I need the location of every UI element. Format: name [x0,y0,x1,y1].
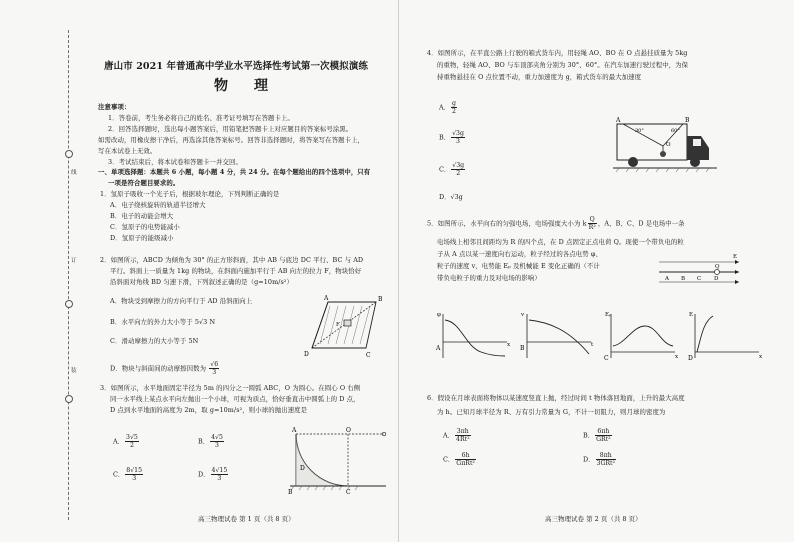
notice-2-cont: 如需改动，用橡皮擦干净后，再选涂其他答案标号。回答非选择题时，将答案写在答题卡上， [98,136,365,144]
charge-q [715,270,720,275]
weight [660,151,666,157]
option-fraction [595,428,612,443]
label-q: Q [715,264,720,270]
q5-stem [427,216,685,231]
curve [697,316,713,352]
q6-option-c [443,452,477,467]
q1-option-b: B．电子的动能会增大 [110,212,174,220]
fraction-denominator: 2 [456,170,461,177]
label-a: A [665,276,669,282]
q4-option-c [439,162,466,177]
fraction-numerator: 3√5 [126,434,138,441]
q4-option-b [439,130,466,145]
curve [529,320,589,354]
q2-option-d [110,361,220,376]
fraction-denominator: 4Rt² [456,436,470,443]
q4-option-a [439,100,458,115]
q6-stem: 6．假设在月球表面将物体以某速度竖直上抛，经过时间 t 物体落回地面，上升的最大高度 [427,394,685,402]
q6-stem-cont: 为 h。已知月球半径为 R、万有引力常量为 G，不计一切阻力，则月球的密度为 [437,408,666,416]
section-heading: 一、单项选择题：本题共 6 小题，每小题 4 分，共 24 分。在每个题给出的四个选项中，只有 [98,168,371,176]
fraction-numerator: 8πh [596,452,617,460]
option-label: A． [113,437,125,446]
q3-stem: 3．如图所示，水平地面固定半径为 5m 的四分之一圆弧 ABC，O 为圆心。在圆心 O 右侧 [100,384,361,392]
arrow [735,280,739,284]
subject-title: 物 理 [214,78,274,94]
q3-option-d [198,467,229,482]
block [344,320,351,326]
label-o: O [666,142,671,148]
option-fraction [451,100,457,115]
q2-stem: 2．如图所示，ABCD 为倾角为 30° 的正方形斜面，其中 AB 与底边 DC 平行、BC 与 AD [100,256,364,264]
graph-option: D [688,355,693,362]
q4-stem: 4．如图所示，在平直公路上行驶的箱式货车内，用轻绳 AO、BO 在 O 点悬挂质量为 5kg [427,49,688,57]
q3-arc-figure [286,424,390,494]
notice-2: 2．回答选择题时，选出每小题答案后，用铅笔把答题卡上对应题目的答案标号涂黑。 [108,125,353,133]
field-fraction [588,216,597,231]
x-label: t [591,342,594,348]
label-b: B [681,276,686,282]
fraction-numerator: 3πh [456,428,469,435]
fraction-numerator: √6 [210,361,219,368]
fraction-numerator: 8√15 [126,467,143,474]
label-d: D [304,351,309,358]
option-label: B． [198,437,210,446]
label-c: C [346,489,351,496]
option-label: D． [439,193,451,201]
binding-line [68,30,69,520]
label-c: C [366,352,371,359]
q5-stem-cont: 电场线上相邻且间距均为 R 的四个点，在 D 点固定正点电荷 Q。现使一个带负电的粒 [437,238,684,246]
cab-window [693,139,701,146]
fraction-denominator: 3GRt² [596,460,616,467]
fraction-numerator: 6h [455,452,476,460]
x-label: x [675,354,679,360]
q3-option-c [113,467,144,482]
option-fraction [455,452,476,467]
q6-option-d [583,452,617,467]
fraction-denominator: 3 [217,475,222,482]
q4-stem-cont: 持重物悬挂在 O 点位置不动，重力加速度为 g，箱式货车的最大加速度 [437,73,642,81]
curve [613,326,673,346]
page-footer: 高三物理试卷 第 1 页（共 8 页） [198,515,295,523]
option-fraction [125,467,143,482]
q2-option-b: B．水平向左的外力大小等于 5√3 N [110,318,216,326]
label-angle-30: 30° [635,128,644,134]
binding-label-bind: 装 [71,368,77,374]
binding-hole [65,300,73,308]
incline-edge [312,302,328,348]
q5-stem-cont: 粒子的速度 v、电势能 Eₚ 及机械能 E 变化正确的（不计 [437,262,600,270]
page-footer: 高三物理试卷 第 2 页（共 8 页） [545,515,642,523]
option-fraction [455,428,471,443]
graph-option: C [604,355,609,362]
label-o: O [346,427,351,434]
q2-option-a: A．物块受到摩擦力的方向平行于 AD 沿斜面向上 [110,297,253,305]
fraction-numerator: g [452,100,456,107]
q2-option-c: C．滑动摩擦力的大小等于 5N [110,337,199,345]
curve [445,320,505,356]
option-fraction [596,452,617,467]
q6-option-a [443,428,472,443]
notice-1: 1．答卷前，考生务必将自己的姓名、准考证号填写在答题卡上。 [108,114,294,122]
option-label: A． [439,103,451,112]
option-label: C． [439,165,451,174]
fraction-denominator: 2 [452,108,456,115]
y-label: Eₚ [605,312,612,318]
front-wheel [690,157,700,167]
label-a: A [292,427,297,434]
label-c: C [697,276,702,282]
option-label: B． [439,133,451,142]
binding-hole [65,395,73,403]
y-label: E [689,312,694,318]
q1-option-d: D．氢原子的能级减小 [110,234,174,242]
label-b: B [685,117,690,124]
q3-stem-cont: 同一水平线上某点水平向左抛出一个小球，可视为质点，恰好垂直击中圆弧上的 D 点， [110,395,360,403]
fraction-denominator: R² [588,224,596,231]
q3-option-a [113,434,140,449]
fraction-denominator: 2 [129,442,134,449]
q3-option-b [198,434,225,449]
q5-graph-b [519,312,599,364]
section-heading-cont: 一项是符合题目要求的。 [108,179,180,187]
fraction-numerator: 6πh [595,428,612,436]
q5-graph-c [603,312,683,364]
fraction-denominator: 3 [132,475,137,482]
option-fraction [451,130,465,145]
fraction-numerator: Q [588,216,597,224]
option-fraction [210,434,224,449]
option-label: D． [583,455,595,464]
q2-option-d-text: D．物块与斜面间的动摩擦因数为 [110,364,207,373]
option-label: B． [583,431,595,440]
q5-graph-d [687,312,767,364]
option-label: C． [443,455,455,464]
option-label: C． [113,470,125,479]
label-e: E [733,254,738,260]
option-label: A． [443,431,455,440]
option-fraction [451,162,465,177]
q4-option-d [439,192,463,201]
q2-stem-cont: 沿斜面对角线 BD 匀速下滑，下列叙述正确的是（g=10m/s²） [110,278,294,286]
q3-stem-cont: D 点到水平地面的高度为 2m，取 g=10m/s²，则小球的抛出速度是 [110,406,308,414]
fraction-denominator: 3 [456,138,460,145]
arc-fill [296,434,348,486]
option-label: D． [198,470,210,479]
binding-label-order: 订 [71,258,77,264]
notice-2-cont: 写在本试卷上无效。 [98,147,157,155]
y-label: φ [437,312,441,318]
x-label: x [759,354,763,360]
q5-stem-text: ，A、B、C、D 是电场中一条 [597,219,685,228]
option-value: √3g [450,193,463,201]
x-label: x [507,342,511,348]
exam-title: 唐山市 2021 年普通高中学业水平选择性考试第一次模拟演练 [104,61,369,72]
y-label: v [521,312,525,318]
q2-stem-cont: 平行。斜面上一质量为 1kg 的物块，在斜面内施加平行于 AB 向左的拉力 F，物块恰好 [110,267,362,275]
fraction-denominator: 3 [215,442,219,449]
fraction-numerator: 4√5 [211,434,223,441]
label-a: A [616,117,621,124]
q5-stem-cont: 子从 A 点以某一速度向右运动，粒子经过的各点电势 φ、 [437,250,602,258]
fraction-denominator: 3 [212,369,217,376]
q1-option-a: A．电子绕核旋转的轨道半径增大 [110,201,206,209]
exam-page-2 [398,0,794,542]
label-angle-60: 60° [671,128,680,134]
q6-option-b [583,428,613,443]
label-f: F [336,322,340,328]
q1-stem: 1．氢原子吸收一个光子后，根据玻尔理论，下列判断正确的是 [100,190,280,198]
notice-heading: 注意事项： [98,103,131,111]
q4-truck-figure [613,117,717,182]
fraction-numerator: 4√15 [211,467,228,474]
graph-option: B [520,345,525,352]
q5-graph-a [435,312,515,364]
option-fraction [125,434,139,449]
arrow [735,270,739,274]
label-b: B [288,489,293,496]
q5-stem-cont: 带负电粒子的重力及对电场的影响） [437,274,541,282]
fraction-numerator: √3g [452,130,464,137]
binding-hole [65,150,73,158]
rear-wheel [628,157,638,167]
q2-incline-figure [300,296,390,362]
q1-option-c: C．氢原子的电势能减小 [110,223,180,231]
binding-label-line: 线 [71,170,77,176]
q4-stem-cont: 的重物，轻绳 AO、BO 与车顶部夹角分别为 30°、60°。在汽车加速行驶过程中，为保 [437,61,689,69]
fraction-denominator: GRt² [596,436,611,443]
label-d: D [714,276,719,282]
notice-3: 3．考试结束后，将本试卷和答题卡一并交回。 [108,158,242,166]
fraction-numerator: √3g [452,162,465,169]
label-b: B [378,296,383,303]
label-a: A [324,295,329,302]
label-d: D [300,465,305,472]
fraction-denominator: GπRt² [456,460,475,467]
q2-option-d-fraction [209,361,219,376]
q5-stem-text: 5．如图所示，水平向右的匀强电场，电场强度大小为 k [427,219,587,228]
graph-option: A [436,345,441,352]
q5-field-figure [657,254,743,290]
arrow [735,260,739,264]
option-fraction [211,467,229,482]
road-hatching [616,168,709,172]
